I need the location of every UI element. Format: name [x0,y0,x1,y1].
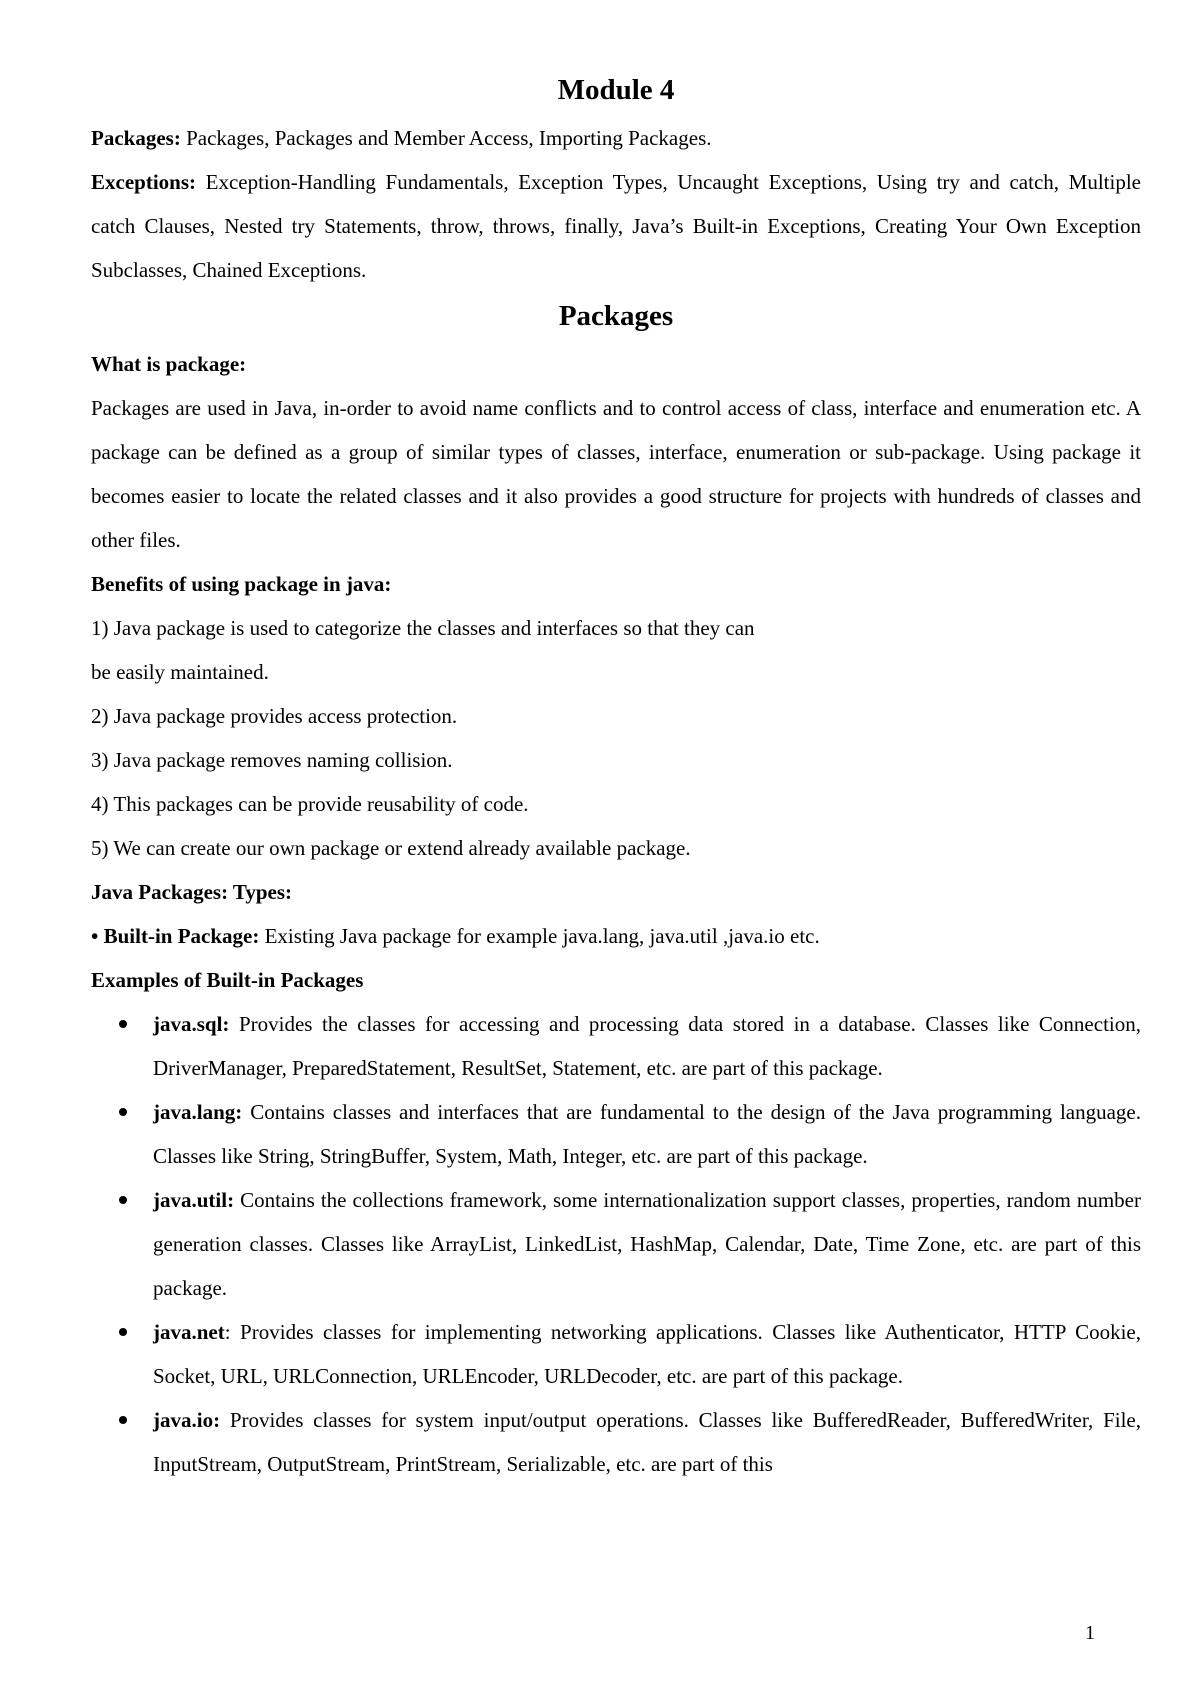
benefit-line: 4) This packages can be provide reusability of code. [91,792,529,816]
what-is-heading: What is package: [91,352,247,376]
benefit-line: 5) We can create our own package or extend already available package. [91,836,691,860]
benefit-line: 2) Java package provides access protection. [91,704,458,728]
package-description: : Provides classes for implementing networking applications. Classes like Authenticator, HTTP Cookie, Socket, URL, URLConnection, URLEncoder, URLDecoder, etc. are part of this package. [153,1320,1141,1388]
package-name: java.lang: [153,1100,243,1124]
package-name: java.io: [153,1408,221,1432]
builtin-package-text: Existing Java package for example java.lang, java.util ,java.io etc. [259,924,820,948]
types-heading: Java Packages: Types: [91,880,293,904]
list-item [91,1178,1141,1310]
document-page [91,66,1141,1486]
page-number: 1 [1085,1622,1095,1644]
what-is-paragraph: Packages are used in Java, in-order to avoid name conflicts and to control access of class, interface and enumeration etc. A package can be defined as a group of similar types of classes, interface, enumeration or sub-package. Using package it becomes easier to locate the related classes and it also provides a good structure for projects with hundreds of classes and other files. [91,396,1141,552]
bullet-icon [119,1196,127,1204]
builtin-package-label: • Built-in Package: [91,924,260,948]
bullet-icon [119,1328,127,1336]
package-description: Contains the collections framework, some internationalization support classes, properties, random number generation classes. Classes like ArrayList, LinkedList, HashMap, Calendar, Date, Time Zone, etc. are part of this package. [153,1188,1141,1300]
bullet-icon [119,1108,127,1116]
examples-heading: Examples of Built-in Packages [91,968,364,992]
list-item [91,1398,1141,1486]
syllabus-exceptions-text: Exception-Handling Fundamentals, Exception Types, Uncaught Exceptions, Using try and catch, Multiple catch Clauses, Nested try Statements, throw, throws, finally, Java’s Built-in Exceptions, Creating Your Own Exception Subclasses, Chained Exceptions. [91,170,1141,282]
syllabus-exceptions [91,160,1141,292]
package-description: Provides classes for system input/output operations. Classes like BufferedReader, BufferedWriter, File, InputStream, OutputStream, PrintStream, Serializable, etc. are part of this [153,1408,1141,1476]
syllabus-packages-label: Packages: [91,126,181,150]
bullet-icon [119,1416,127,1424]
benefit-line: 3) Java package removes naming collision. [91,748,453,772]
benefits-heading: Benefits of using package in java: [91,572,392,596]
list-item [91,1002,1141,1090]
package-name: java.sql: [153,1012,230,1036]
package-description: Provides the classes for accessing and processing data stored in a database. Classes like Connection, DriverManager, PreparedStatement, ResultSet, Statement, etc. are part of this package. [153,1012,1141,1080]
builtin-package-line [91,914,1141,958]
benefit-line: 1) Java package is used to categorize the classes and interfaces so that they can [91,616,755,640]
module-title: Module 4 [557,74,675,106]
syllabus-packages-text: Packages, Packages and Member Access, Importing Packages. [180,126,712,150]
benefit-line: be easily maintained. [91,660,269,684]
examples-list [91,1002,1141,1486]
package-description: Contains classes and interfaces that are fundamental to the design of the Java programming language. Classes like String, StringBuffer, System, Math, Integer, etc. are part of this package. [153,1100,1141,1168]
syllabus-exceptions-label: Exceptions: [91,170,196,194]
package-name: java.util: [153,1188,235,1212]
syllabus-packages [91,116,1141,160]
package-name: java.net [153,1320,225,1344]
list-item [91,1310,1141,1398]
bullet-icon [119,1020,127,1028]
list-item [91,1090,1141,1178]
section-title-packages: Packages [558,300,674,332]
